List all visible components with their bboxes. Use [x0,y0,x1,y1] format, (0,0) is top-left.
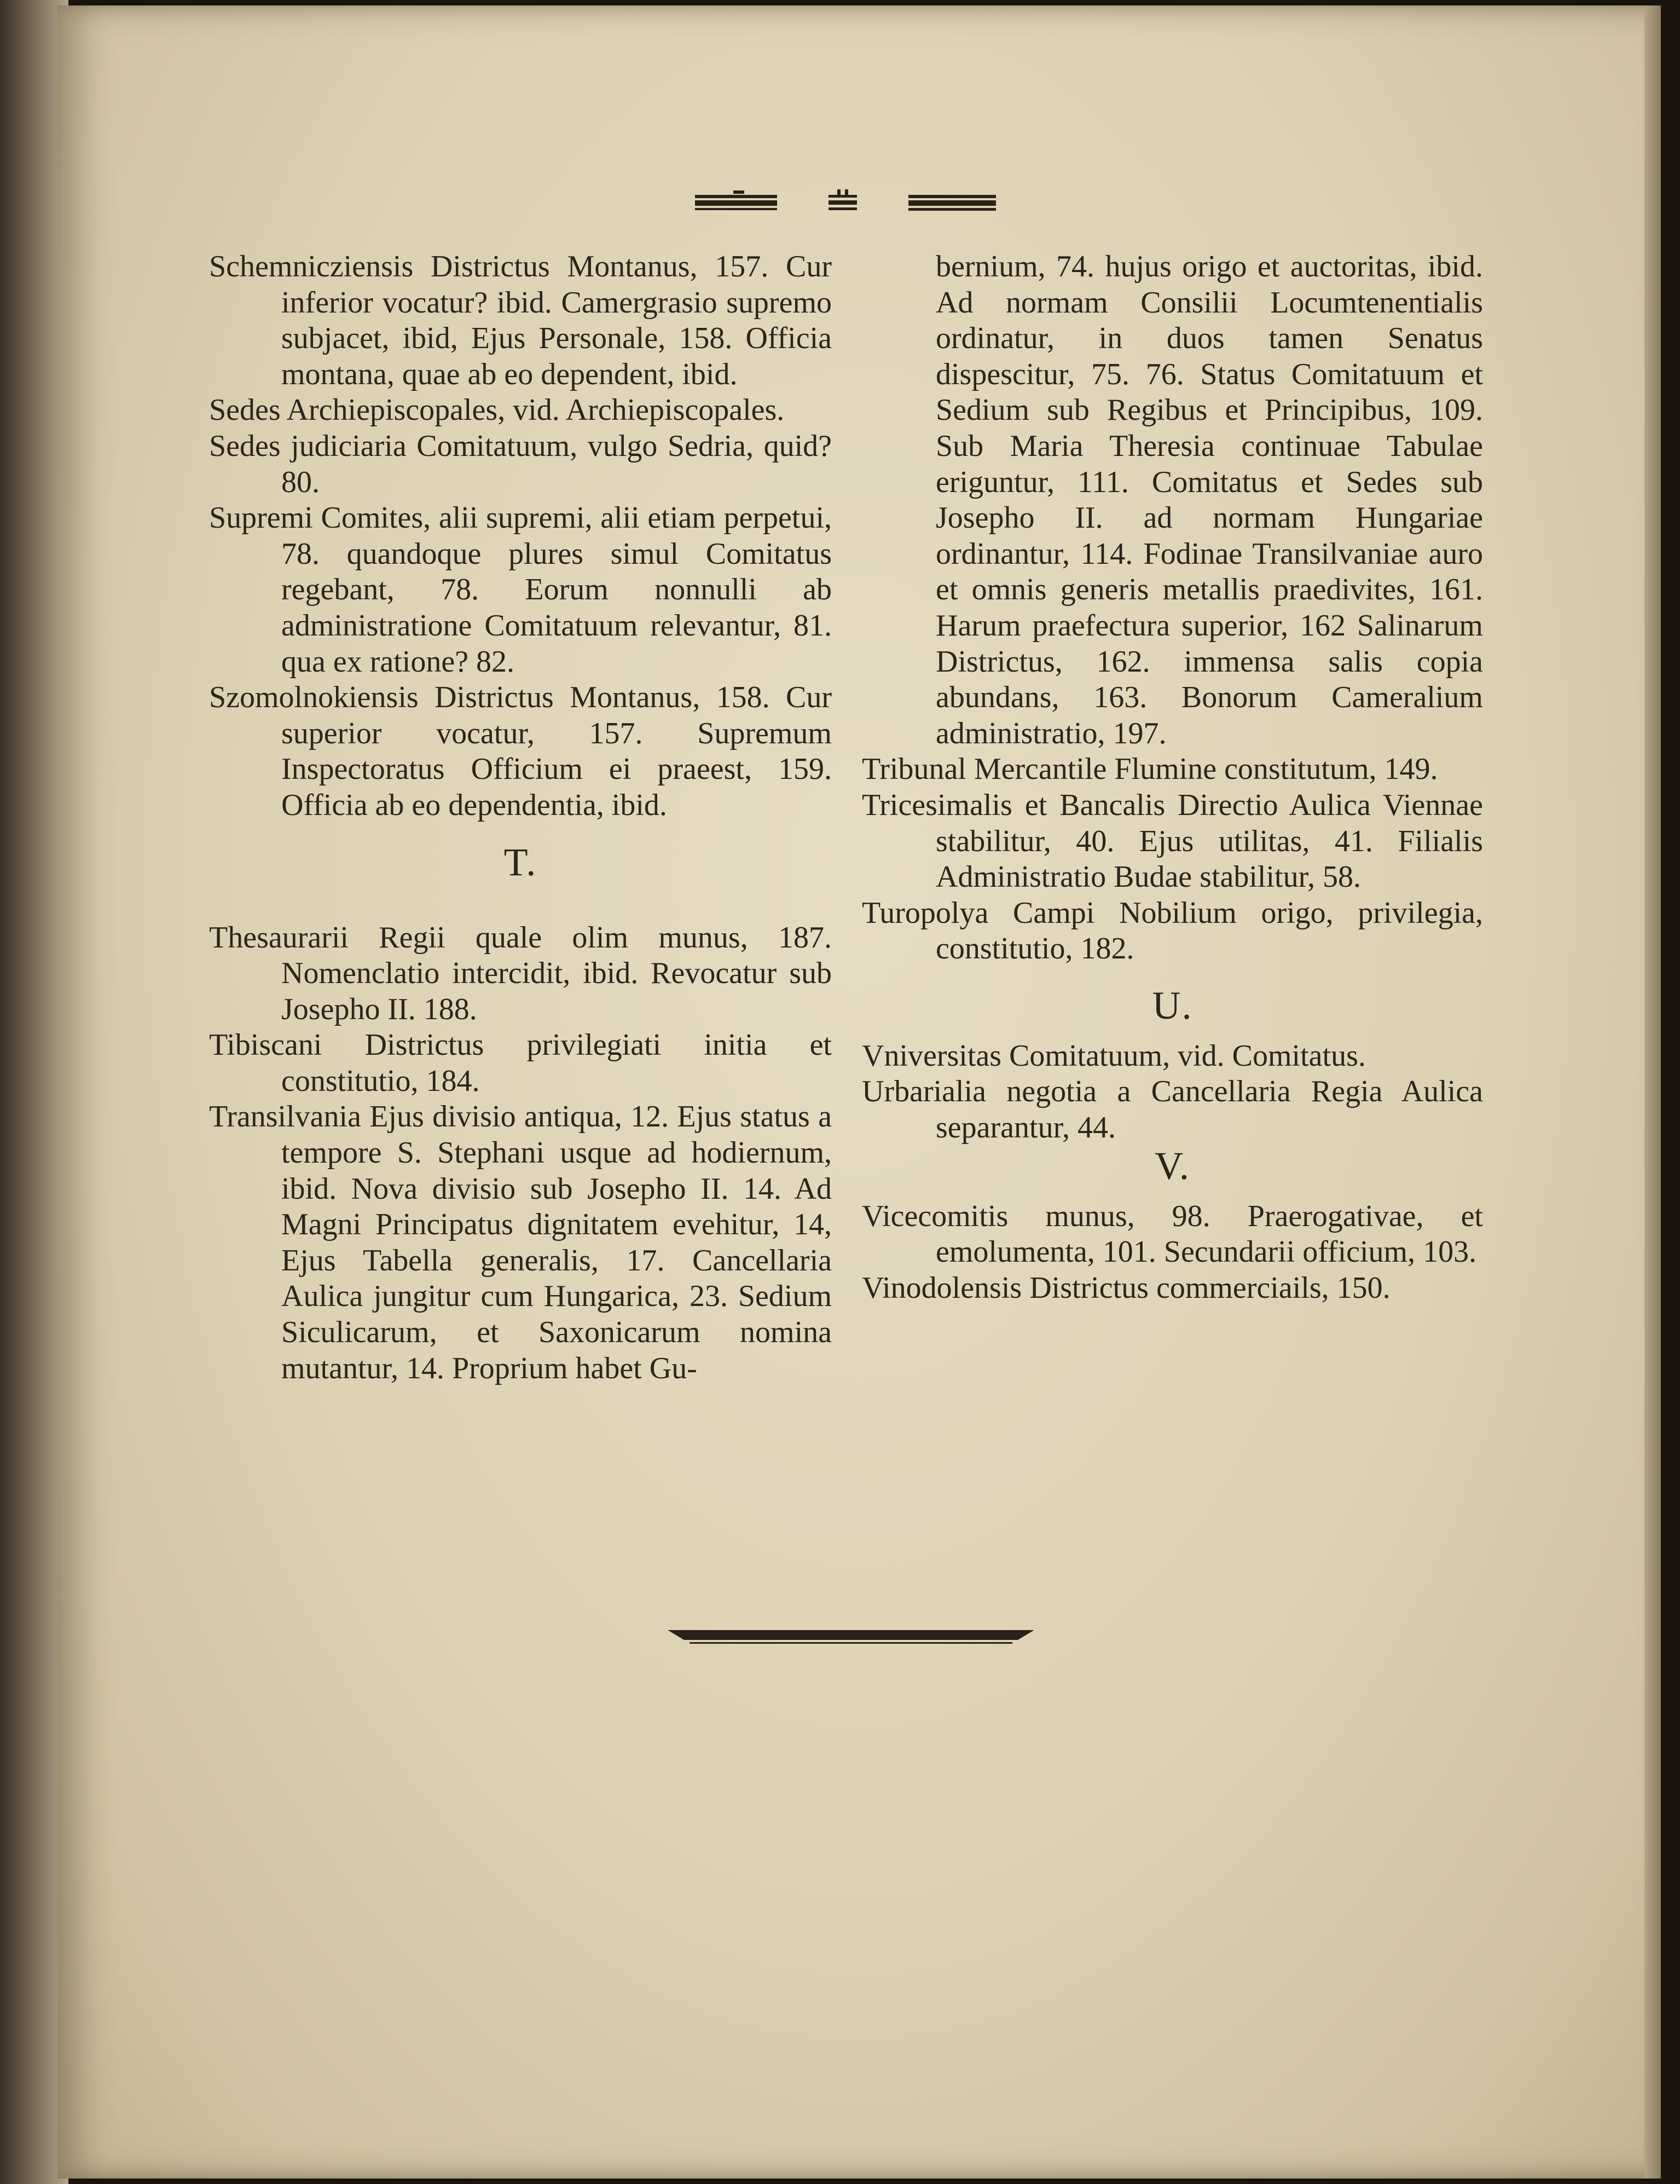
index-entry: Tibiscani Districtus privilegiati initia et constitutio, 184. [209,1028,832,1098]
header-ornament [695,186,1001,219]
index-entry: Transilvania Ejus divisio antiqua, 12. Ejus status a tempore S. Stephani usque ad hodiernum, ibid. Nova divisio sub Josepho II. 14. Ad Magni Principatus dignitatem evehitur, 14, Ejus Tabella generalis, 17. Cancellaria Aulica jungitur cum Hungarica, 23. Sedium Siculicarum, et Saxonicarum nomina mutantur, 14. Proprium habet Gu- [209,1100,832,1385]
section-heading-u: U. [1152,983,1193,1027]
index-entry: Turopolya Campi Nobilium origo, privilegia, constitutio, 182. [862,895,1483,966]
index-entry: Thesaurarii Regii quale olim munus, 187. Nomenclatio intercidit, ibid. Revocatur sub Josepho II. 188. [209,920,832,1026]
index-entry: Tricesimalis et Bancalis Directio Aulica Viennae stabilitur, 40. Ejus utilitas, 41. Filialis Administratio Budae stabilitur, 58. [862,788,1483,894]
index-entry: Sedes judiciaria Comitatuum, vulgo Sedria, quid? 80. [209,429,832,499]
index-column-left [209,249,832,1386]
index-entry: Szomolnokiensis Districtus Montanus, 158. Cur superior vocatur, 157. Supremum Inspectoratus Officium ei praeest, 159. Officia ab eo dependentia, ibid. [209,680,832,822]
section-heading-v: V. [1155,1143,1190,1188]
index-entry: Vniversitas Comitatuum, vid. Comitatus. [862,1038,1366,1073]
index-entry-continued: bernium, 74. hujus origo et auctoritas, ibid. Ad normam Consilii Locumtenentialis ordinatur, in duos tamen Senatus dispescitur, 75. 76. Status Comitatuum et Sedium sub Regibus et Principibus, 109. Sub Maria Theresia continuae Tabulae eriguntur, 111. Comitatus et Sedes sub Josepho II. ad normam Hungariae ordinantur, 114. Fodinae Transilvaniae auro et omnis generis metallis praedivites, 161. Harum praefectura superior, 162 Salinarum Districtus, 162. immensa salis copia abundans, 163. Bonorum Cameralium administratio, 197. [936,250,1483,750]
index-entry: Vicecomitis munus, 98. Praerogativae, et emolumenta, 101. Secundarii officium, 103. [862,1199,1483,1269]
ornament-bar-right [908,188,996,216]
ornament-center [826,188,859,216]
section-heading-t: T. [503,840,537,884]
index-entry: Urbarialia negotia a Cancellaria Regia Aulica separantur, 44. [862,1074,1483,1145]
index-entry: Vinodolensis Districtus commerciails, 150. [862,1270,1391,1305]
index-entry: Sedes Archiepiscopales, vid. Archiepiscopales. [209,393,785,427]
index-column-right [862,249,1483,1306]
index-entry: Schemnicziensis Districtus Montanus, 157. Cur inferior vocatur? ibid. Camergrasio supremo subjacet, ibid, Ejus Personale, 158. Officia montana, quae ab eo dependent, ibid. [209,250,832,391]
index-entry: Tribunal Mercantile Flumine constitutum, 149. [862,752,1438,787]
index-entry: Supremi Comites, alii supremi, alii etiam perpetui, 78. quandoque plures simul Comitatus regebant, 78. Eorum nonnulli ab administratione Comitatuum relevantur, 81. qua ex ratione? 82. [209,501,832,679]
page-edge [1644,5,1661,2179]
ornament-bar-left [695,188,777,216]
footer-rule-ornament [668,1626,1034,1648]
